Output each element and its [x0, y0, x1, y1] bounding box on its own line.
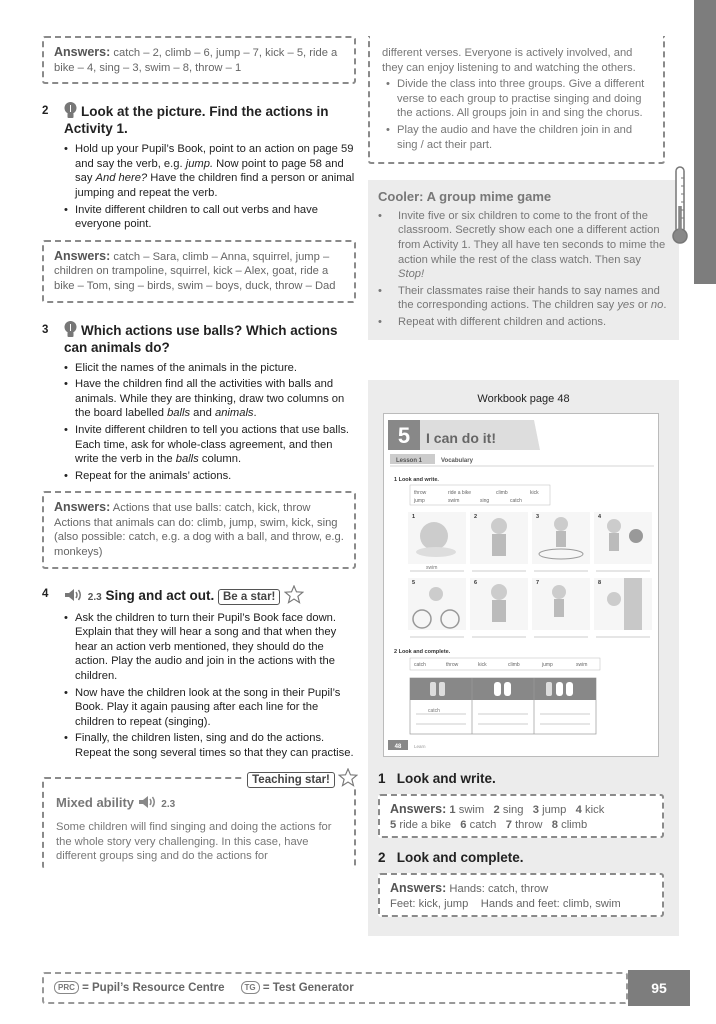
prc-text: = Pupil’s Resource Centre — [82, 982, 225, 994]
answers-box-4 — [378, 794, 664, 838]
answer-word: catch — [469, 818, 497, 831]
teaching-star-badge: Teaching star! — [247, 772, 335, 788]
picture-number: 4 — [598, 514, 602, 520]
word-box-word: jump — [414, 498, 425, 504]
picture-number: 6 — [474, 580, 478, 586]
answer-number: 8 — [551, 818, 558, 831]
bullet-text: Divide the class into three groups. Give a different verse to each group to practise singing and doing the actions. All groups join in and sing the chorus. — [397, 78, 645, 120]
word-box-word: catch — [510, 498, 522, 504]
right-column — [368, 36, 680, 340]
question-title: Look and complete. — [396, 850, 524, 865]
activity-bullets — [64, 361, 356, 484]
exercise-2-title: 2 Look and complete. — [394, 649, 451, 655]
audio-track: 2.3 — [87, 591, 102, 603]
exercise-1-title: 1 Look and write. — [394, 477, 439, 483]
bullet-item — [64, 377, 356, 421]
mixed-ability-title — [56, 795, 342, 813]
bullet-text: . — [253, 407, 257, 420]
word-box-word: swim — [448, 498, 460, 504]
bullet-item — [378, 315, 669, 330]
activity-title — [64, 321, 356, 356]
answers-box-3 — [42, 491, 356, 568]
continued-bullets — [386, 77, 651, 152]
answer-word: sing — [502, 804, 524, 816]
cooler-title: Cooler: A group mime game — [378, 189, 552, 205]
bullet-item — [64, 142, 356, 200]
workbook-title: Workbook page 48 — [477, 393, 570, 405]
picture-number: 7 — [536, 580, 540, 586]
tg-badge: TG — [241, 981, 260, 994]
star-icon — [284, 585, 304, 604]
picture-number: 3 — [536, 514, 540, 520]
mixed-ability-title-text: Mixed ability — [56, 794, 135, 810]
word-box-word: sing — [480, 498, 490, 504]
bullet-em: jump. — [185, 157, 214, 170]
answers-text: catch – 2, climb – 6, jump – 7, kick – 5, ride a bike – 4, sing – 3, swim – 8, throw – 1 — [54, 47, 338, 74]
teaching-star-wrap — [245, 768, 360, 788]
activity-title-text: Which actions use balls? Which actions can animals do? — [64, 322, 338, 355]
answers-text: catch – Sara, climb – Anna, squirrel, jump – children on trampoline, squirrel, kick – Alex, goat, ride a bike – Tom, sing – birds, swim – boys, duck, throw – Dad — [54, 250, 336, 292]
bullet-text: Invite different children to tell you actions that use balls. Each time, ask for whole-class agreement, and then write the verb in the — [75, 423, 350, 466]
bullet-item — [386, 123, 651, 152]
bullet-text: Now point to page 58 and say — [75, 157, 344, 185]
word-box-word: throw — [446, 662, 459, 668]
activity-2 — [42, 102, 356, 232]
activity-number: 4 — [42, 587, 49, 600]
bullet-item — [64, 611, 356, 684]
activity-3 — [42, 321, 356, 484]
answer-number: 3 — [532, 804, 539, 816]
bullet-text: . — [663, 299, 667, 312]
prc-badge: PRC — [54, 981, 79, 994]
answers-box-1 — [42, 36, 356, 84]
speaker-icon — [64, 588, 84, 602]
word-box-word: catch — [414, 662, 426, 668]
answer-word: climb — [561, 818, 588, 831]
bullet-text: Hold up your Pupil’s Book, point to an action on page 59 and say the verb, e.g. — [75, 143, 354, 170]
bullet-em: yes — [617, 299, 635, 312]
mixed-ability-box-wrap — [42, 773, 356, 869]
answer-number: 5 — [390, 818, 397, 831]
question-number: 2 — [378, 850, 386, 865]
answers-box-2 — [42, 240, 356, 303]
lesson-label: Lesson 1 — [396, 458, 423, 464]
bullet-text: Their classmates raise their hands to say names and the corresponding actions. The children say — [398, 284, 660, 312]
audio-track: 2.3 — [161, 798, 176, 810]
workbook-page-number: 48 — [394, 744, 402, 750]
cooler-panel — [368, 180, 679, 339]
page-number: 95 — [628, 970, 690, 1006]
bullet-text: Play the audio and have the children join in and sing / act their part. — [397, 123, 633, 151]
workbook-page-label: Learn — [414, 744, 426, 749]
workbook-panel — [368, 380, 679, 936]
picture-number: 2 — [474, 514, 478, 520]
word-box-word: climb — [508, 662, 520, 668]
speaker-icon — [138, 795, 158, 809]
answer-number: 1 — [449, 804, 456, 816]
answer-word: ride a bike — [399, 818, 451, 831]
bullet-text: Have the children find a person or animal jumping and repeat the verb. — [75, 172, 355, 199]
word-box-word: swim — [576, 662, 588, 668]
activity-number: 2 — [42, 105, 49, 118]
bullet-item — [64, 731, 356, 760]
bullet-text: Repeat for the animals’ actions. — [75, 469, 232, 482]
bullet-text: Ask the children to turn their Pupil’s Book face down. Explain that they will hear a song and that when they hear an action verb mentioned, they should do the action. Play the audio and join in the actions with the children. — [75, 611, 337, 683]
question-1 — [378, 772, 496, 787]
activity-title — [64, 102, 356, 137]
picture-number: 1 — [412, 514, 416, 520]
cooler-bullets — [378, 209, 669, 330]
word-box-word: kick — [478, 662, 487, 668]
bullet-item — [386, 77, 651, 121]
bullet-text: Elicit the names of the animals in the picture. — [75, 361, 297, 374]
unit-number: 5 — [397, 423, 411, 448]
word-box-word: jump — [542, 662, 553, 668]
answer-line: Hands: catch, throw — [449, 883, 549, 895]
bullet-em: balls — [167, 407, 191, 420]
activity-number: 3 — [42, 323, 49, 336]
lesson-name: Vocabulary — [441, 458, 473, 464]
lightbulb-icon — [64, 102, 77, 119]
answer-word: swim — [458, 804, 485, 816]
answers-label: Answers: — [54, 45, 111, 59]
answer-word: kick — [585, 804, 605, 816]
bullet-item — [64, 686, 356, 730]
mixed-ability-box — [42, 777, 356, 869]
answers-label: Answers: — [54, 500, 111, 515]
continued-text: different verses. Everyone is actively involved, and they can enjoy listening to and watching the others. — [382, 47, 636, 74]
activity-4 — [42, 585, 356, 761]
bullet-em: animals — [214, 407, 254, 420]
sample-answer: catch — [428, 708, 440, 714]
answers-label: Answers: — [390, 802, 447, 816]
activity-title — [64, 585, 356, 606]
workbook-page-thumbnail — [383, 413, 659, 757]
sample-answer: swim — [426, 565, 438, 571]
be-a-star-badge: Be a star! — [218, 589, 280, 605]
star-icon — [338, 768, 358, 787]
activity-bullets — [64, 142, 356, 232]
mixed-ability-text: Some children will find singing and doing the actions for the whole story very challenging. In this case, have different groups sing and do the actions for — [56, 821, 332, 863]
bullet-text: Have the children find all the activities with balls and animals. While they are thinking, draw two columns on the board labelled — [75, 378, 345, 420]
bullet-item — [378, 284, 669, 313]
bullet-item — [64, 469, 356, 484]
bullet-em: no — [650, 299, 664, 312]
answers-label: Answers: — [390, 881, 447, 895]
answer-number: 6 — [460, 818, 467, 831]
word-box-word: kick — [530, 490, 539, 496]
footer-legend — [42, 972, 628, 1004]
left-column — [42, 36, 356, 869]
question-title: Look and write. — [396, 771, 496, 786]
picture-number: 8 — [598, 580, 602, 586]
bullet-text: and — [190, 407, 215, 420]
side-tab — [694, 0, 716, 284]
bullet-em: balls — [175, 453, 199, 466]
bullet-text: column. — [198, 453, 242, 466]
answer-word: jump — [542, 804, 567, 816]
continued-box — [368, 36, 665, 164]
bullet-em: And here? — [95, 172, 148, 185]
bullet-em: Stop! — [398, 268, 425, 281]
lightbulb-icon — [64, 321, 77, 338]
question-number: 1 — [378, 771, 386, 786]
bullet-text: Invite five or six children to come to the front of the classroom. Secretly show each one a different action from Activity 1. They all have ten seconds to mime the action while the rest of the class watch. Then say — [398, 209, 666, 266]
activity-bullets — [64, 611, 356, 761]
bullet-text: Repeat with different children and actions. — [398, 315, 607, 328]
bullet-item — [64, 203, 356, 232]
answer-number: 2 — [493, 804, 500, 816]
tg-text: = Test Generator — [262, 982, 354, 994]
bullet-text: Invite different children to call out verbs and have everyone point. — [75, 203, 318, 231]
word-box-word: climb — [496, 490, 508, 496]
word-box-word: throw — [414, 490, 427, 496]
bullet-item — [378, 209, 669, 282]
answers-label: Answers: — [54, 248, 111, 263]
question-2 — [378, 851, 524, 866]
answer-word: throw — [515, 818, 543, 831]
bullet-item — [64, 361, 356, 376]
unit-title: I can do it! — [426, 430, 496, 446]
bullet-text: Now have the children look at the song in their Pupil’s Book. Play it again pausing after each line for the children to repeat (singing). — [75, 686, 341, 728]
activity-title-text: Look at the picture. Find the actions in Activity 1. — [64, 104, 329, 137]
answer-number: 4 — [575, 804, 582, 816]
activity-title-text: Sing and act out. — [105, 587, 215, 603]
bullet-text: Finally, the children listen, sing and do the actions. Repeat the song several times so that they can practise. — [75, 732, 354, 759]
bullet-item — [64, 423, 356, 467]
answers-box-5 — [378, 873, 664, 917]
bullet-text: or — [634, 299, 651, 312]
workbook-page-image — [384, 414, 660, 758]
answer-number: 7 — [505, 818, 512, 831]
picture-number: 5 — [412, 580, 416, 586]
thermometer-icon — [671, 166, 689, 246]
answers-text: Actions that use balls: catch, kick, throw Actions that animals can do: climb, jump, swim, kick, sing (also possible: catch, e.g. a dog with a ball, and throw, e.g. monkeys) — [54, 502, 344, 559]
word-box-word: ride a bike — [448, 490, 472, 496]
answer-line: Feet: kick, jump Hands and feet: climb, swim — [390, 897, 621, 910]
